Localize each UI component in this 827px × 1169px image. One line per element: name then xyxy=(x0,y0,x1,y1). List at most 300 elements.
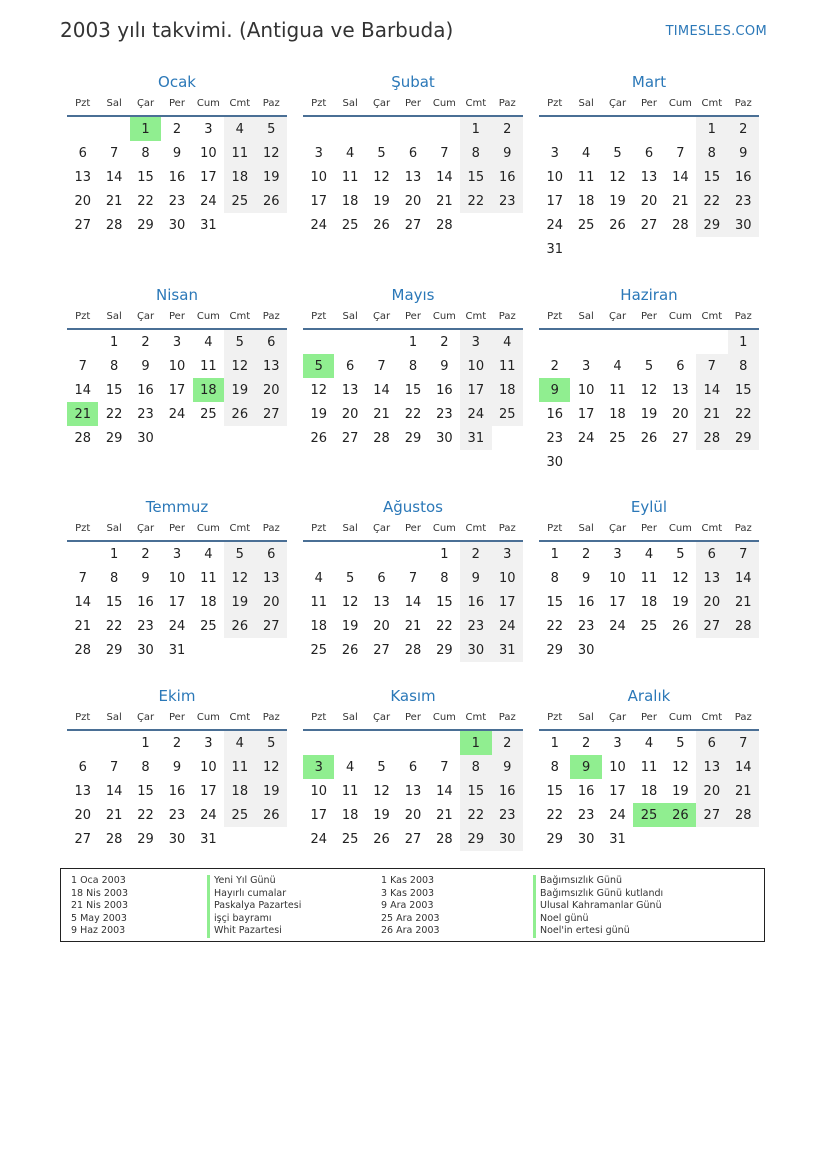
empty-cell xyxy=(67,116,98,141)
day-cell: 7 xyxy=(78,570,87,586)
weekday-header: Cum xyxy=(429,307,460,329)
day-cell: 23 xyxy=(492,189,523,213)
day-cell: 24 xyxy=(200,193,217,209)
day-cell: 12 xyxy=(672,759,689,775)
day-cell: 2 xyxy=(172,735,182,751)
legend-date: 18 Nis 2003 xyxy=(71,887,128,899)
weekday-header: Per xyxy=(633,519,664,541)
day-cell: 7 xyxy=(728,730,759,755)
day-cell: 4 xyxy=(204,334,213,350)
empty-cell xyxy=(429,730,460,755)
day-cell: 9 xyxy=(581,570,591,586)
day-cell: 19 xyxy=(310,406,327,422)
day-cell: 12 xyxy=(640,382,658,398)
weekday-header: Cum xyxy=(429,94,460,116)
weekday-header: Çar xyxy=(130,94,161,116)
day-cell: 17 xyxy=(609,594,626,610)
day-cell: 19 xyxy=(256,779,287,803)
empty-cell xyxy=(633,450,664,474)
day-cell: 16 xyxy=(137,594,154,610)
day-cell: 11 xyxy=(577,169,595,185)
legend-holiday-name: Bağımsızlık Günü kutlandı xyxy=(533,888,663,901)
month-calendar xyxy=(539,497,759,662)
day-cell: 4 xyxy=(204,546,213,562)
empty-cell xyxy=(224,638,255,662)
day-cell: 23 xyxy=(460,614,491,638)
day-cell: 26 xyxy=(609,217,626,233)
day-cell: 11 xyxy=(200,570,217,586)
day-cell: 20 xyxy=(256,590,287,614)
day-cell: 6 xyxy=(377,570,386,586)
legend-date: 9 Ara 2003 xyxy=(381,900,434,911)
day-cell: 31 xyxy=(492,638,523,662)
day-cell: 12 xyxy=(341,594,359,610)
day-cell: 4 xyxy=(644,546,654,562)
weekday-header: Çar xyxy=(366,307,397,329)
weekday-header: Sal xyxy=(98,94,129,116)
empty-cell xyxy=(224,426,255,450)
empty-cell xyxy=(492,426,523,450)
empty-cell xyxy=(224,827,255,851)
weekday-header: Paz xyxy=(728,94,759,116)
day-cell: 6 xyxy=(696,541,727,566)
day-cell: 30 xyxy=(460,638,491,662)
day-cell: 22 xyxy=(460,189,491,213)
day-cell: 7 xyxy=(676,145,685,161)
day-cell: 27 xyxy=(256,402,287,426)
empty-cell xyxy=(696,450,727,474)
day-cell: 4 xyxy=(224,116,255,141)
weekday-header: Çar xyxy=(602,519,633,541)
day-cell: 8 xyxy=(550,570,559,586)
empty-cell xyxy=(633,638,664,662)
day-cell: 23 xyxy=(577,618,595,634)
day-cell: 30 xyxy=(728,213,759,237)
day-cell: 13 xyxy=(256,354,287,378)
day-cell: 10 xyxy=(577,382,595,398)
day-cell: 11 xyxy=(492,354,523,378)
day-cell: 21 xyxy=(105,807,123,823)
day-cell: 27 xyxy=(74,217,91,233)
empty-cell xyxy=(334,730,365,755)
day-cell: 16 xyxy=(492,779,523,803)
empty-cell xyxy=(665,450,696,474)
day-cell: 17 xyxy=(310,807,327,823)
day-cell: 9 xyxy=(172,759,182,775)
day-cell: 9 xyxy=(141,358,150,374)
day-cell: 4 xyxy=(581,145,591,161)
day-cell: 27 xyxy=(640,217,658,233)
day-cell: 23 xyxy=(577,807,595,823)
day-cell: 17 xyxy=(310,193,327,209)
day-cell: 12 xyxy=(256,141,287,165)
day-cell: 8 xyxy=(440,570,449,586)
day-cell: 11 xyxy=(640,570,658,586)
day-cell: 24 xyxy=(492,614,523,638)
empty-cell xyxy=(98,116,129,141)
day-cell: 25 xyxy=(577,217,595,233)
day-cell: 22 xyxy=(728,402,759,426)
day-cell: 17 xyxy=(460,378,491,402)
weekday-header: Pzt xyxy=(303,708,334,730)
day-cell: 4 xyxy=(314,570,323,586)
day-cell: 17 xyxy=(168,382,186,398)
weekday-header: Pzt xyxy=(303,519,334,541)
day-cell: 11 xyxy=(640,759,658,775)
day-cell: 3 xyxy=(204,735,213,751)
month-table xyxy=(303,519,523,662)
day-cell: 1 xyxy=(696,116,727,141)
day-cell: 5 xyxy=(345,570,355,586)
empty-cell xyxy=(460,213,491,237)
day-cell: 20 xyxy=(672,406,689,422)
day-cell: 29 xyxy=(546,642,563,658)
legend-holiday-name: Bağımsızlık Günü xyxy=(533,875,663,888)
day-cell: 23 xyxy=(546,430,563,446)
weekday-header: Sal xyxy=(570,94,601,116)
month-calendar xyxy=(303,72,523,237)
legend-date: 21 Nis 2003 xyxy=(71,900,128,911)
day-cell: 13 xyxy=(341,382,359,398)
empty-cell xyxy=(67,730,98,755)
day-cell: 21 xyxy=(67,402,98,426)
weekday-header: Sal xyxy=(98,519,129,541)
day-cell: 19 xyxy=(373,807,390,823)
day-cell: 27 xyxy=(74,831,91,847)
day-cell: 5 xyxy=(377,145,386,161)
day-cell: 28 xyxy=(105,831,123,847)
legend-date: 5 May 2003 xyxy=(71,912,127,924)
day-cell: 28 xyxy=(436,217,453,233)
day-cell: 29 xyxy=(696,213,727,237)
month-name: Ocak xyxy=(158,73,196,91)
day-cell: 2 xyxy=(728,116,759,141)
day-cell: 10 xyxy=(200,759,217,775)
day-cell: 8 xyxy=(141,759,150,775)
day-cell: 11 xyxy=(224,141,255,165)
day-cell: 4 xyxy=(613,358,622,374)
day-cell: 9 xyxy=(172,145,182,161)
day-cell: 25 xyxy=(492,402,523,426)
day-cell: 23 xyxy=(168,193,186,209)
weekday-header: Pzt xyxy=(539,94,570,116)
day-cell: 16 xyxy=(436,382,453,398)
day-cell: 9 xyxy=(539,378,570,402)
empty-cell xyxy=(397,730,428,755)
month-name: Ağustos xyxy=(383,498,443,516)
month-name: Mart xyxy=(631,73,667,91)
month-name: Nisan xyxy=(156,286,198,304)
day-cell: 11 xyxy=(310,594,327,610)
month-calendar xyxy=(67,497,287,662)
day-cell: 7 xyxy=(109,145,119,161)
day-cell: 22 xyxy=(546,618,563,634)
weekday-header: Pzt xyxy=(67,94,98,116)
weekday-header: Paz xyxy=(256,94,287,116)
day-cell: 14 xyxy=(74,594,91,610)
empty-cell xyxy=(696,237,727,261)
legend-holiday-name: Whit Pazartesi xyxy=(207,925,301,938)
day-cell: 31 xyxy=(546,241,563,257)
month-calendar xyxy=(303,497,523,662)
empty-cell xyxy=(633,827,664,851)
month-name: Mayıs xyxy=(391,286,435,304)
day-cell: 23 xyxy=(168,807,186,823)
weekday-header: Paz xyxy=(492,307,523,329)
empty-cell xyxy=(303,541,334,566)
weekday-header: Cmt xyxy=(460,708,491,730)
day-cell: 30 xyxy=(168,831,186,847)
legend-date: 26 Ara 2003 xyxy=(381,925,440,936)
month-table xyxy=(303,708,523,851)
day-cell: 30 xyxy=(546,454,563,470)
day-cell: 28 xyxy=(74,642,91,658)
day-cell: 1 xyxy=(440,546,449,562)
legend-holiday-name: Hayırlı cumalar xyxy=(207,888,301,901)
day-cell: 3 xyxy=(460,329,491,354)
weekday-header: Sal xyxy=(570,307,601,329)
day-cell: 6 xyxy=(256,541,287,566)
day-cell: 19 xyxy=(341,618,359,634)
weekday-header: Cmt xyxy=(224,94,255,116)
day-cell: 31 xyxy=(200,831,217,847)
weekday-header: Pzt xyxy=(303,94,334,116)
day-cell: 13 xyxy=(696,566,727,590)
day-cell: 28 xyxy=(74,430,91,446)
weekday-header: Cum xyxy=(665,94,696,116)
day-cell: 21 xyxy=(404,618,422,634)
weekday-header: Paz xyxy=(256,307,287,329)
day-cell: 28 xyxy=(696,426,727,450)
day-cell: 19 xyxy=(224,378,255,402)
day-cell: 5 xyxy=(676,546,685,562)
day-cell: 2 xyxy=(581,546,591,562)
weekday-header: Per xyxy=(397,708,428,730)
day-cell: 10 xyxy=(168,570,186,586)
site-link[interactable]: TIMESLES.COM xyxy=(665,24,767,39)
empty-cell xyxy=(366,541,397,566)
empty-cell xyxy=(665,638,696,662)
weekday-header: Çar xyxy=(130,708,161,730)
weekday-header: Cum xyxy=(429,519,460,541)
legend-date: 3 Kas 2003 xyxy=(381,887,435,899)
weekday-header: Pzt xyxy=(67,708,98,730)
day-cell: 6 xyxy=(696,730,727,755)
day-cell: 24 xyxy=(200,807,217,823)
day-cell: 29 xyxy=(404,430,422,446)
page-title: 2003 yılı takvimi. (Antigua ve Barbuda) xyxy=(60,18,454,42)
day-cell: 1 xyxy=(550,735,559,751)
day-cell: 9 xyxy=(492,755,523,779)
weekday-header: Paz xyxy=(728,519,759,541)
day-cell: 5 xyxy=(644,358,654,374)
weekday-header: Paz xyxy=(492,708,523,730)
day-cell: 27 xyxy=(672,430,689,446)
day-cell: 20 xyxy=(373,618,390,634)
day-cell: 15 xyxy=(404,382,422,398)
weekday-header: Cum xyxy=(193,519,224,541)
empty-cell xyxy=(67,541,98,566)
day-cell: 4 xyxy=(345,759,355,775)
day-cell: 14 xyxy=(404,594,422,610)
day-cell: 16 xyxy=(577,594,595,610)
day-cell: 26 xyxy=(224,402,255,426)
day-cell: 24 xyxy=(168,618,186,634)
month-calendar xyxy=(539,686,759,851)
day-cell: 19 xyxy=(672,783,689,799)
day-cell: 25 xyxy=(609,430,626,446)
weekday-header: Çar xyxy=(130,307,161,329)
empty-cell xyxy=(696,329,727,354)
day-cell: 24 xyxy=(577,430,595,446)
month-table xyxy=(539,307,759,474)
day-cell: 9 xyxy=(570,755,601,779)
day-cell: 12 xyxy=(310,382,327,398)
day-cell: 18 xyxy=(609,406,626,422)
day-cell: 27 xyxy=(696,614,727,638)
day-cell: 22 xyxy=(696,189,727,213)
day-cell: 9 xyxy=(492,141,523,165)
day-cell: 26 xyxy=(373,217,390,233)
day-cell: 6 xyxy=(408,145,418,161)
day-cell: 15 xyxy=(460,779,491,803)
day-cell: 2 xyxy=(141,334,150,350)
day-cell: 9 xyxy=(460,566,491,590)
month-name: Temmuz xyxy=(145,498,209,516)
empty-cell xyxy=(334,329,365,354)
weekday-header: Per xyxy=(633,94,664,116)
empty-cell xyxy=(334,541,365,566)
legend-names-1 xyxy=(207,875,301,938)
weekday-header: Paz xyxy=(728,708,759,730)
day-cell: 5 xyxy=(613,145,622,161)
day-cell: 14 xyxy=(105,169,123,185)
day-cell: 19 xyxy=(256,165,287,189)
weekday-header: Sal xyxy=(334,519,365,541)
weekday-header: Cmt xyxy=(460,307,491,329)
day-cell: 16 xyxy=(168,783,186,799)
legend-holiday-name: Noel'in ertesi günü xyxy=(533,925,663,938)
empty-cell xyxy=(161,426,192,450)
weekday-header: Sal xyxy=(334,94,365,116)
month-table xyxy=(539,94,759,261)
day-cell: 13 xyxy=(74,169,91,185)
day-cell: 3 xyxy=(204,121,213,137)
day-cell: 2 xyxy=(581,735,591,751)
month-table xyxy=(539,708,759,851)
day-cell: 11 xyxy=(609,382,626,398)
empty-cell xyxy=(67,329,98,354)
weekday-header: Çar xyxy=(366,94,397,116)
weekday-header: Cmt xyxy=(224,307,255,329)
day-cell: 26 xyxy=(341,642,359,658)
day-cell: 15 xyxy=(436,594,453,610)
month-table xyxy=(67,94,287,237)
empty-cell xyxy=(366,116,397,141)
day-cell: 16 xyxy=(168,169,186,185)
empty-cell xyxy=(397,541,428,566)
day-cell: 18 xyxy=(640,594,658,610)
month-calendar xyxy=(303,686,523,851)
day-cell: 14 xyxy=(74,382,91,398)
day-cell: 18 xyxy=(224,165,255,189)
day-cell: 20 xyxy=(404,193,422,209)
day-cell: 18 xyxy=(224,779,255,803)
empty-cell xyxy=(665,827,696,851)
day-cell: 3 xyxy=(613,735,622,751)
day-cell: 29 xyxy=(546,831,563,847)
empty-cell xyxy=(633,237,664,261)
month-name: Eylül xyxy=(630,498,668,516)
day-cell: 15 xyxy=(546,594,563,610)
day-cell: 17 xyxy=(168,594,186,610)
day-cell: 12 xyxy=(609,169,626,185)
day-cell: 7 xyxy=(408,570,418,586)
weekday-header: Sal xyxy=(98,307,129,329)
day-cell: 29 xyxy=(728,426,759,450)
day-cell: 12 xyxy=(373,783,390,799)
day-cell: 22 xyxy=(137,807,154,823)
day-cell: 9 xyxy=(440,358,449,374)
day-cell: 17 xyxy=(546,193,563,209)
empty-cell xyxy=(98,730,129,755)
month-table xyxy=(303,307,523,450)
weekday-header: Pzt xyxy=(67,519,98,541)
weekday-header: Çar xyxy=(602,94,633,116)
weekday-header: Çar xyxy=(366,708,397,730)
empty-cell xyxy=(570,329,601,354)
month-table xyxy=(67,708,287,851)
day-cell: 6 xyxy=(256,329,287,354)
month-name: Haziran xyxy=(620,286,678,304)
day-cell: 24 xyxy=(460,402,491,426)
weekday-header: Cmt xyxy=(696,307,727,329)
month-table xyxy=(67,519,287,662)
weekday-header: Sal xyxy=(334,307,365,329)
day-cell: 13 xyxy=(74,783,91,799)
weekday-header: Cum xyxy=(193,94,224,116)
weekday-header: Per xyxy=(161,307,192,329)
day-cell: 25 xyxy=(341,831,359,847)
empty-cell xyxy=(728,237,759,261)
empty-cell xyxy=(492,213,523,237)
legend-dates-1 xyxy=(71,875,128,938)
day-cell: 18 xyxy=(640,783,658,799)
day-cell: 26 xyxy=(672,618,689,634)
day-cell: 22 xyxy=(137,193,154,209)
day-cell: 18 xyxy=(492,378,523,402)
month-calendar xyxy=(303,285,523,450)
day-cell: 22 xyxy=(546,807,563,823)
day-cell: 15 xyxy=(728,378,759,402)
day-cell: 11 xyxy=(341,169,359,185)
day-cell: 16 xyxy=(492,165,523,189)
weekday-header: Çar xyxy=(366,519,397,541)
day-cell: 16 xyxy=(546,406,563,422)
day-cell: 2 xyxy=(440,334,449,350)
day-cell: 8 xyxy=(109,358,119,374)
day-cell: 1 xyxy=(130,116,161,141)
day-cell: 10 xyxy=(310,783,327,799)
day-cell: 15 xyxy=(105,594,123,610)
weekday-header: Paz xyxy=(256,708,287,730)
day-cell: 17 xyxy=(200,169,217,185)
day-cell: 25 xyxy=(224,803,255,827)
day-cell: 3 xyxy=(492,541,523,566)
day-cell: 18 xyxy=(193,378,224,402)
day-cell: 20 xyxy=(74,807,91,823)
day-cell: 20 xyxy=(341,406,359,422)
